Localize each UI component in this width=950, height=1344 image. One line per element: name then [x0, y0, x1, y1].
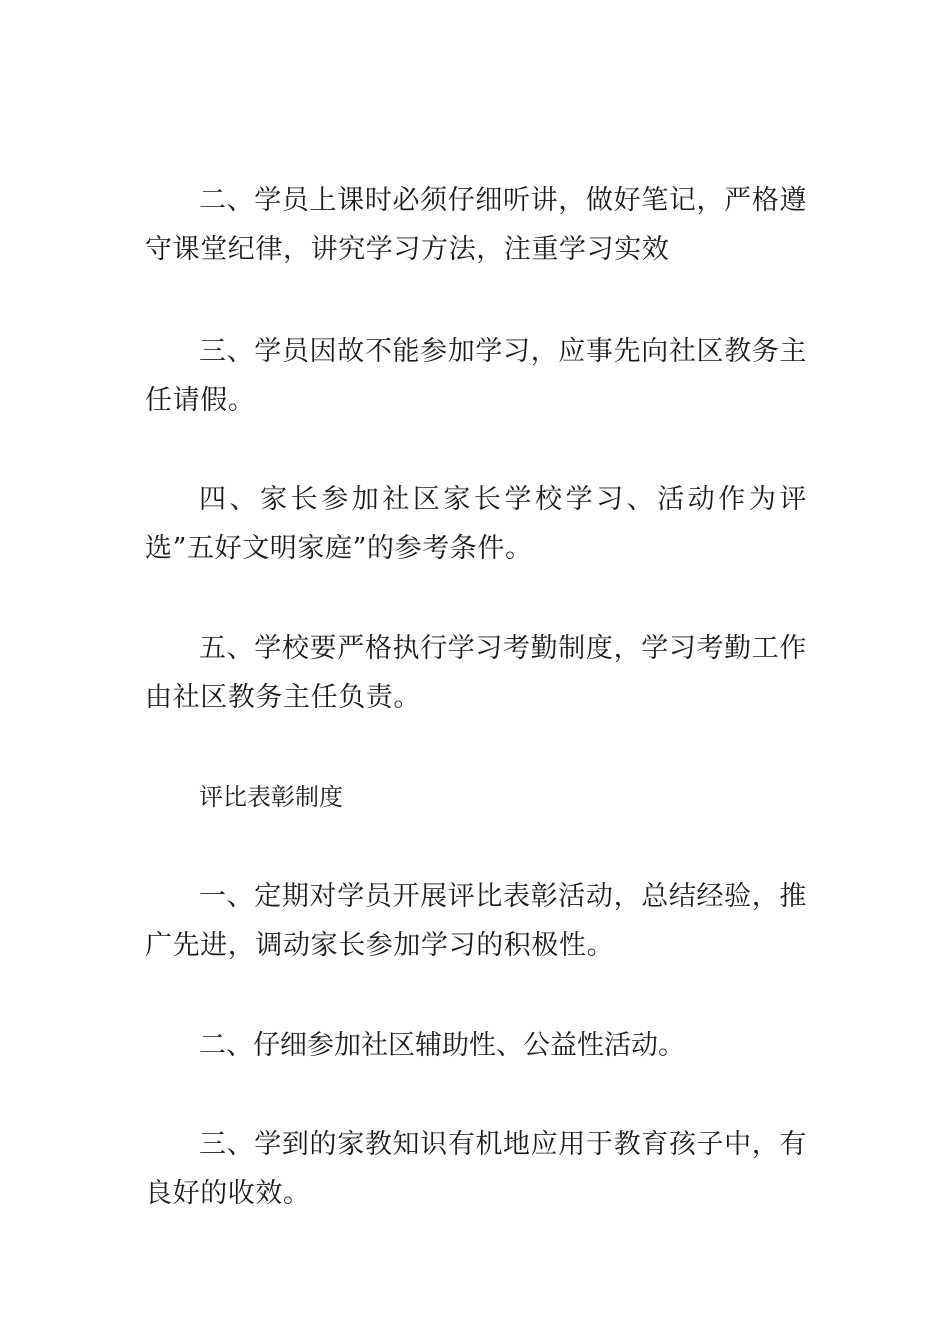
- paragraph-award-rule-1: 一、定期对学员开展评比表彰活动，总结经验，推广先进，调动家长参加学习的积极性。: [145, 881, 807, 961]
- paragraph-attendance-rule-5: 五、学校要严格执行学习考勤制度，学习考勤工作由社区教务主任负责。: [145, 633, 807, 713]
- section-heading: 评比表彰制度: [199, 783, 343, 811]
- paragraph-attendance-rule-3: 三、学员因故不能参加学习，应事先向社区教务主任请假。: [145, 336, 807, 416]
- paragraph-attendance-rule-2: 二、学员上课时必须仔细听讲，做好笔记，严格遵守课堂纪律，讲究学习方法，注重学习实效: [145, 185, 807, 265]
- paragraph-award-rule-2: 二、仔细参加社区辅助性、公益性活动。: [199, 1030, 685, 1061]
- paragraph-attendance-rule-4: 四、家长参加社区家长学校学习、活动作为评选”五好文明家庭”的参考条件。: [145, 484, 807, 564]
- paragraph-award-rule-3: 三、学到的家教知识有机地应用于教育孩子中，有良好的收效。: [145, 1129, 807, 1209]
